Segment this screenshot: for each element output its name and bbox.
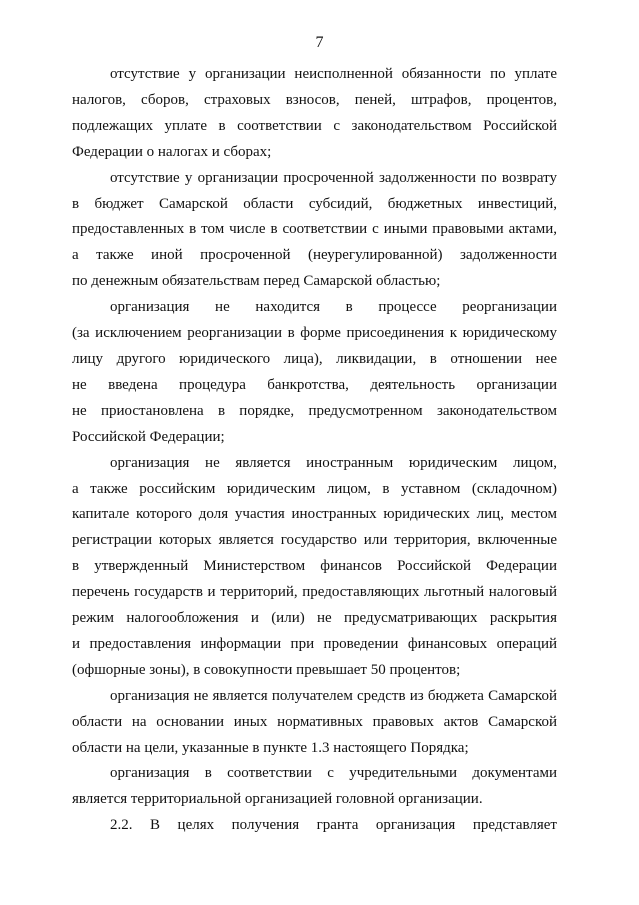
text-line: в утвержденный Министерством финансов Российской Федерации [72, 558, 557, 575]
text-line: (за исключением реорганизации в форме присоединения к юридическому [72, 325, 557, 342]
text-line: а также российским юридическим лицом, в уставном (складочном) [72, 480, 557, 497]
text-line: организация не находится в процессе реорганизации [110, 299, 557, 316]
text-line: 2.2. В целях получения гранта организация представляет [110, 817, 557, 834]
paragraph-not-budget-recipient [72, 684, 557, 762]
text-line: отсутствие у организации просроченной задолженности по возврату [110, 169, 557, 186]
paragraph-not-foreign-entity [72, 451, 557, 684]
text-line: области на основании иных нормативных правовых актов Самарской [72, 713, 557, 730]
text-line: предоставленных в том числе в соответствии с иными правовыми актами, [72, 221, 557, 238]
paragraph-no-tax-arrears [72, 62, 557, 166]
text-line: лицу другого юридического лица), ликвидации, в отношении нее [72, 350, 557, 367]
text-line: Федерации о налогах и сборах; [72, 143, 272, 160]
text-line: организация не является иностранным юридическим лицом, [110, 454, 557, 471]
text-line: а также иной просроченной (неурегулированной) задолженности [72, 247, 557, 264]
text-line: отсутствие у организации неисполненной обязанности по уплате [110, 66, 557, 82]
text-line: области на цели, указанные в пункте 1.3 настоящего Порядка; [72, 739, 469, 756]
paragraph-no-overdue-debt [72, 166, 557, 296]
paragraph-clause-2-2 [72, 813, 557, 839]
text-line: подлежащих уплате в соответствии с законодательством Российской [72, 117, 557, 134]
text-line: организация не является получателем средств из бюджета Самарской [110, 687, 557, 704]
text-line: по денежным обязательствам перед Самарской областью; [72, 273, 441, 290]
text-line: регистрации которых является государство или территория, включенные [72, 532, 557, 549]
text-line: (офшорные зоны), в совокупности превышает 50 процентов; [72, 661, 461, 678]
page-number: 7 [315, 34, 324, 51]
text-line: налогов, сборов, страховых взносов, пеней, штрафов, процентов, [72, 91, 557, 108]
text-line: перечень государств и территорий, предоставляющих льготный налоговый [72, 584, 557, 601]
text-line: организация в соответствии с учредительными документами [110, 765, 557, 782]
paragraph-no-reorganization [72, 295, 557, 450]
paragraph-territorial-organization [72, 761, 557, 813]
text-line: Российской Федерации; [72, 428, 225, 445]
text-line: не приостановлена в порядке, предусмотренном законодательством [72, 402, 557, 419]
text-line: является территориальной организацией головной организации. [72, 791, 483, 808]
document-body [72, 62, 557, 839]
text-line: и предоставления информации при проведении финансовых операций [72, 635, 557, 652]
text-line: капитале которого доля участия иностранных юридических лиц, местом [72, 506, 557, 523]
text-line: режим налогообложения и (или) не предусматривающих раскрытия [72, 610, 557, 627]
text-line: не введена процедура банкротства, деятельность организации [72, 376, 557, 393]
text-line: в бюджет Самарской области субсидий, бюджетных инвестиций, [72, 195, 557, 212]
